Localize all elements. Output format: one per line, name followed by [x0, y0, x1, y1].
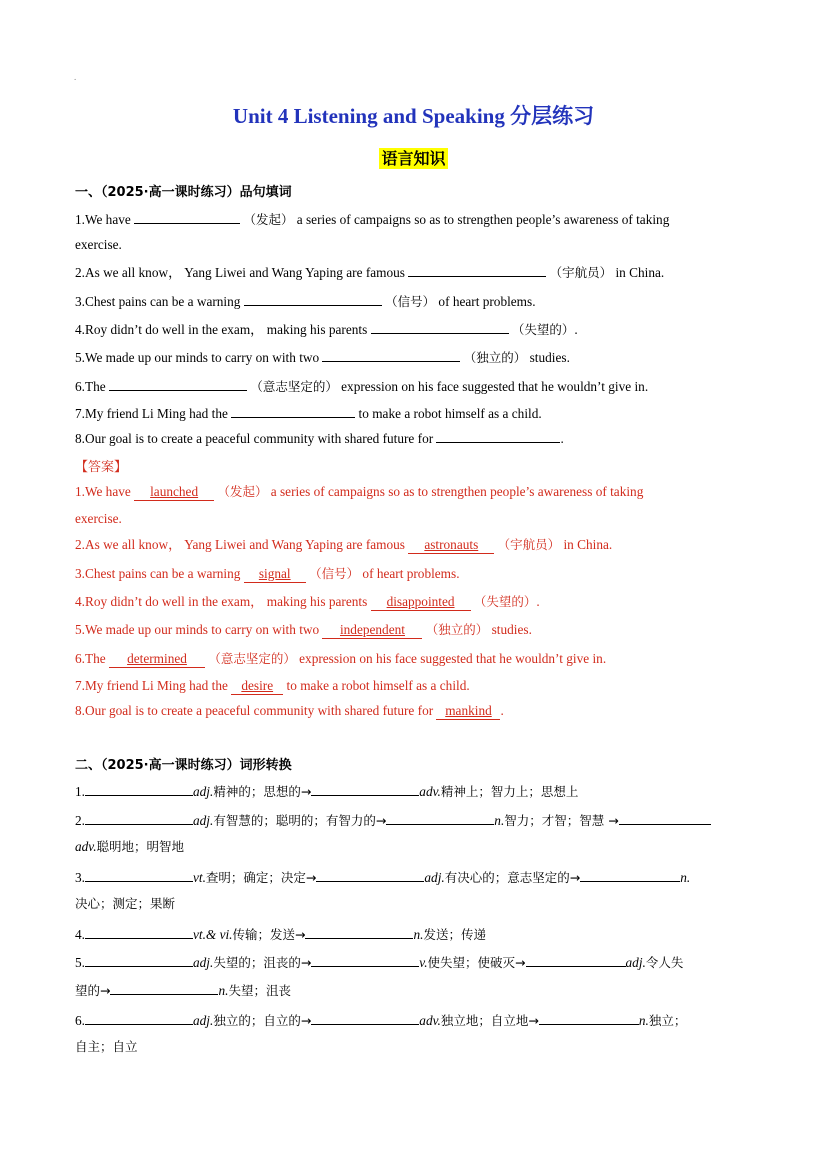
blank — [305, 924, 413, 939]
answer-word: signal — [244, 566, 306, 583]
blank — [85, 867, 193, 882]
answer-3: 3.Chest pains can be a warning signal （信号） of heart problems. — [75, 566, 460, 581]
answer-word: astronauts — [408, 537, 494, 554]
question-1: 1.We have （发起） a series of campaigns so as to strengthen people’s awareness of taking — [75, 209, 669, 229]
answer-1-cont: exercise. — [75, 511, 122, 526]
blank — [231, 403, 355, 418]
blank — [619, 810, 711, 825]
word-form-5-cont: 望的→ n.失望；沮丧 — [75, 980, 291, 1000]
blank — [85, 810, 193, 825]
blank — [85, 924, 193, 939]
word-form-2: 2. adj.有智慧的；聪明的；有智力的→ n.智力；才智；智慧 → — [75, 810, 711, 830]
question-5: 5.We made up our minds to carry on with two （独立的） studies. — [75, 347, 570, 367]
page-title: Unit 4 Listening and Speaking 分层练习 — [232, 104, 595, 128]
question-2: 2.As we all know， Yang Liwei and Wang Yaping are famous （宇航员） in China. — [75, 262, 664, 282]
blank — [386, 810, 494, 825]
word-form-6-cont: 自主；自立 — [75, 1039, 138, 1054]
blank — [85, 1010, 193, 1025]
blank — [109, 376, 247, 391]
answer-1: 1.We have launched （发起） a series of campaigns so as to strengthen people’s awareness of taking — [75, 484, 644, 499]
blank — [311, 952, 419, 967]
word-form-2-cont: adv.聪明地；明智地 — [75, 839, 185, 854]
word-form-6: 6. adj.独立的；自立的→ adv.独立地；自立地→ n.独立； — [75, 1010, 686, 1030]
blank — [244, 291, 382, 306]
section-label: 语言知识 — [381, 149, 446, 168]
word-form-4: 4. vt.& vi.传输；发送→ n.发送；传递 — [75, 924, 486, 944]
question-6: 6.The （意志坚定的） expression on his face suggested that he wouldn’t give in. — [75, 376, 648, 396]
blank — [580, 867, 680, 882]
answer-7: 7.My friend Li Ming had the desire to make a robot himself as a child. — [75, 678, 470, 693]
answer-8: 8.Our goal is to create a peaceful community with shared future for mankind . — [75, 703, 504, 718]
blank — [316, 867, 424, 882]
blank — [526, 952, 626, 967]
word-form-1: 1. adj.精神的；思想的→ adv.精神上；智力上；思想上 — [75, 781, 578, 801]
blank — [436, 428, 560, 443]
blank — [85, 781, 193, 796]
word-form-3: 3. vt.查明；确定；决定→ adj.有决心的；意志坚定的→ n. — [75, 867, 690, 887]
blank — [134, 209, 240, 224]
question-3: 3.Chest pains can be a warning （信号） of heart problems. — [75, 291, 536, 311]
blank — [371, 319, 509, 334]
blank — [85, 952, 193, 967]
word-form-3-cont: 决心；测定；果断 — [75, 896, 176, 911]
answer-word: launched — [134, 484, 214, 501]
answer-label: 【答案】 — [75, 460, 128, 475]
blank — [539, 1010, 639, 1025]
blank — [408, 262, 546, 277]
part2-heading: 二、（2025·高一课时练习）词形转换 — [75, 758, 292, 773]
answer-word: desire — [231, 678, 283, 695]
blank — [322, 347, 460, 362]
answer-5: 5.We made up our minds to carry on with two independent （独立的） studies. — [75, 622, 532, 637]
answer-4: 4.Roy didn’t do well in the exam， making his parents disappointed （失望的）. — [75, 594, 540, 609]
question-8: 8.Our goal is to create a peaceful community with shared future for . — [75, 428, 564, 448]
question-4: 4.Roy didn’t do well in the exam， making his parents （失望的）. — [75, 319, 578, 339]
answer-word: independent — [322, 622, 422, 639]
blank — [311, 781, 419, 796]
answer-word: determined — [109, 651, 205, 668]
section-badge — [0, 146, 827, 169]
answer-2: 2.As we all know， Yang Liwei and Wang Yaping are famous astronauts （宇航员） in China. — [75, 537, 613, 552]
word-form-5: 5. adj.失望的；沮丧的→ v.使失望；使破灭→ adj.令人失 — [75, 952, 683, 972]
blank — [110, 980, 218, 995]
part1-heading: 一、（2025·高一课时练习）品句填词 — [75, 185, 292, 200]
blank — [311, 1010, 419, 1025]
answer-6: 6.The determined （意志坚定的） expression on his face suggested that he wouldn’t give in. — [75, 651, 607, 666]
question-1-cont: exercise. — [75, 237, 122, 252]
question-7: 7.My friend Li Ming had the to make a robot himself as a child. — [75, 403, 542, 423]
answer-word: mankind — [436, 703, 500, 720]
answer-word: disappointed — [371, 594, 471, 611]
corner-dot: . — [74, 72, 77, 82]
